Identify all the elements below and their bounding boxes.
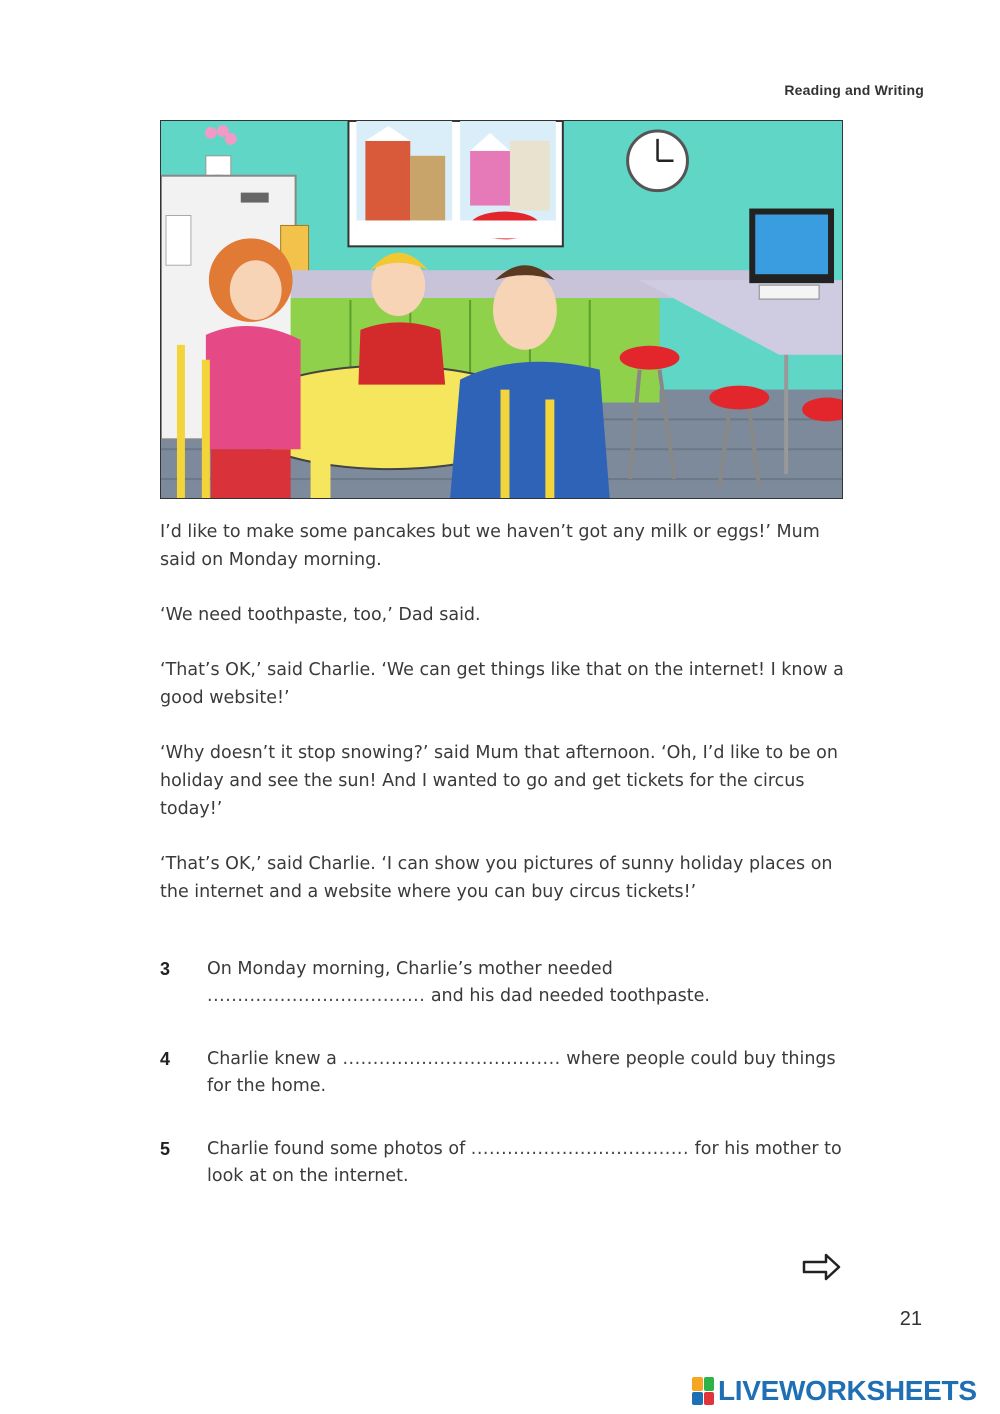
question-item: [160, 1046, 860, 1100]
story-paragraph: ‘We need toothpaste, too,’ Dad said.: [160, 605, 481, 625]
question-number: 3: [160, 959, 171, 979]
story-paragraph: ‘That’s OK,’ said Charlie. ‘I can show you pictures of sunny holiday places on the internet and a website where you can buy circus tickets!’: [160, 854, 833, 902]
question-text-before: Charlie found some photos of: [207, 1139, 471, 1159]
question-item: [160, 1136, 860, 1190]
clock: [628, 131, 688, 191]
brand-name: LIVEWORKSHEETS: [718, 1375, 977, 1406]
page-number: 21: [899, 1308, 922, 1330]
story-paragraph: ‘That’s OK,’ said Charlie. ‘We can get things like that on the internet! I know a good website!’: [160, 660, 844, 708]
answer-blank[interactable]: ....................................: [342, 1049, 561, 1069]
mum-figure: [206, 238, 301, 498]
story-paragraph: ‘Why doesn’t it stop snowing?’ said Mum that afternoon. ‘Oh, I’d like to be on holiday and see the sun! And I wanted to go and get tickets for the circus today!’: [160, 743, 838, 819]
story-text: [160, 518, 860, 933]
question-list: [160, 956, 860, 1226]
question-text-after: for his mother to look at on the internet.: [207, 1139, 842, 1186]
window: [348, 121, 562, 246]
question-text-after: and his dad needed toothpaste.: [425, 986, 710, 1006]
arrow-right-icon[interactable]: [802, 1252, 842, 1282]
brand-logo[interactable]: [692, 1374, 977, 1408]
answer-blank[interactable]: ....................................: [207, 986, 426, 1006]
question-text-before: Charlie knew a: [207, 1049, 343, 1069]
story-paragraph: I’d like to make some pancakes but we haven’t got any milk or eggs!’ Mum said on Monday morning.: [160, 522, 820, 570]
question-text-after: where people could buy things for the home.: [207, 1049, 836, 1096]
question-text-before: On Monday morning, Charlie’s mother needed: [207, 959, 613, 979]
section-label: Reading and Writing: [784, 82, 924, 98]
liveworksheets-logo-icon: [692, 1377, 714, 1405]
question-item: [160, 956, 860, 1010]
question-number: 4: [160, 1049, 171, 1069]
question-number: 5: [160, 1139, 171, 1159]
answer-blank[interactable]: ....................................: [470, 1139, 690, 1159]
kitchen-illustration: [160, 120, 843, 499]
